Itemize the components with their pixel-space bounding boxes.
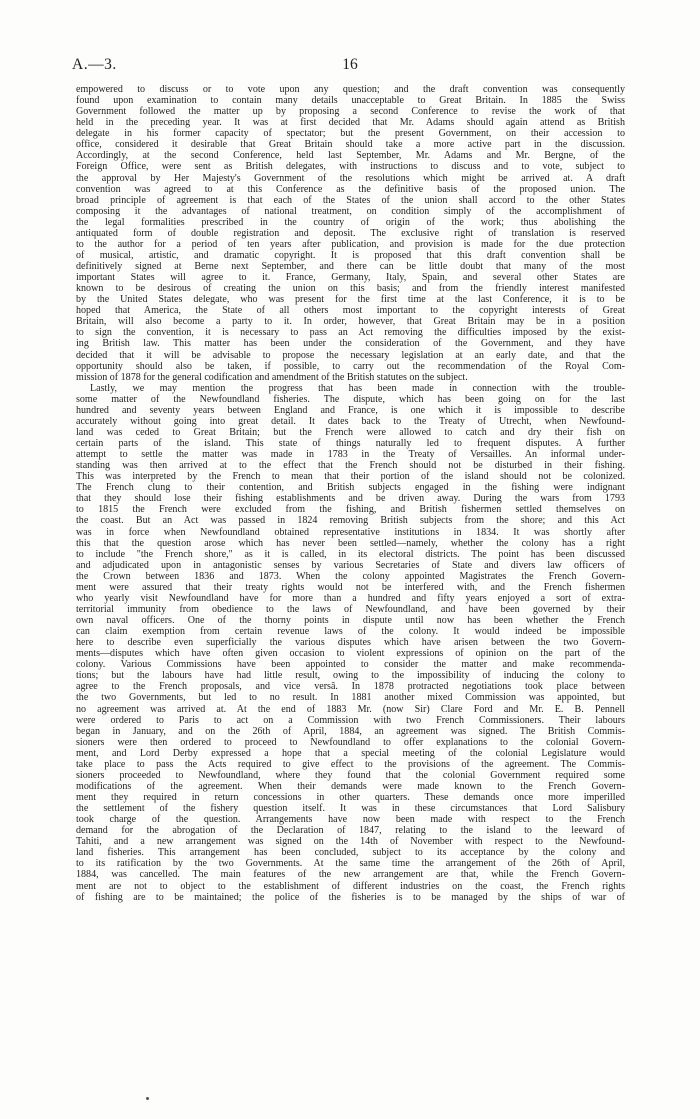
text-line: accurately without going into great detail. It dates back to the Treaty of Utrecht, when Newfound-	[76, 415, 625, 427]
text-line: The French clung to their contention, and British subjects engaged in the fishing were indignant	[76, 482, 625, 494]
text-line: that they should lose their fishing establishments and be driven away. During the wars from 1793	[76, 493, 625, 505]
paragraph-copyright	[76, 84, 625, 383]
text-line: took charge of the question. Arrangements have now been made with respect to the French	[76, 814, 625, 826]
text-line: agree to the French proposals, and vice versâ. In 1878 protracted negotiations took place between	[76, 681, 625, 693]
text-line: This was interpreted by the French to mean that their portion of the island should not be colonized.	[76, 471, 625, 483]
text-line: empowered to discuss or to vote upon any question; and the draft convention was consequently	[76, 84, 625, 95]
text-line: convention was agreed to at this Conference as the definitive basis of the proposed union. The	[76, 183, 625, 195]
text-line: can claim exemption from certain revenue laws of the colony. It would indeed be impossible	[76, 626, 625, 638]
text-line: sioners were then ordered to proceed to Newfoundland to offer explanations to the colonial Govern-	[76, 736, 625, 748]
text-line: own naval officers. One of the thorny points in dispute until now has been whether the French	[76, 615, 625, 626]
text-line: hundred and seventy years between England and France, is one which it is impossible to describe	[76, 404, 625, 416]
text-line: antiquated form of double registration and deposit. The exclusive right of translation is reserved	[76, 227, 625, 239]
text-line: the two Governments, but led to no result. In 1881 another mixed Commission was appointed, but	[76, 692, 625, 704]
text-line: decided that it will be advisable to propose the necessary legislation at an early date, and that the	[76, 349, 625, 361]
text-line: Lastly, we may mention the progress that has been made in connection with the trouble-	[90, 382, 625, 394]
text-line: office, considered it desirable that Great Britain should take a more active part in the discussion.	[76, 139, 625, 151]
document-reference: A.—3.	[72, 56, 117, 73]
text-line: no agreement was arrived at. At the end of 1883 Mr. (now Sir) Clare Ford and Mr. E. B. Pennell	[76, 703, 625, 715]
text-line: colony. Various Commissions have been appointed to consider the matter and make recommenda-	[76, 659, 625, 671]
text-line: the Crown between 1836 and 1873. When the colony appointed Magistrates the French Govern-	[76, 570, 625, 582]
text-line: definitively signed at Berne next September, and there can be little doubt that many of the most	[76, 261, 625, 272]
page-number: 16	[342, 56, 358, 73]
text-line: opportunity should also be taken, if possible, to carry out the recommendation of the Royal Com-	[76, 360, 625, 372]
text-line: the settlement of the fishery question itself. It was in these circumstances that Lord Salisbury	[76, 803, 625, 815]
text-line: Foreign Office, were sent as British delegates, with instructions to discuss and to vote, subject to	[76, 161, 625, 173]
text-line: the approval by Her Majesty's Government of the resolutions which might be arrived at. A draft	[76, 172, 625, 184]
text-line: 1884, was cancelled. The main features of the new arrangement are that, while the French Govern-	[76, 869, 625, 881]
text-line: hoped that America, the State of all others most important to the copyright interests of Great	[76, 305, 625, 317]
text-line: land was ceded to Great Britain; but the French were allowed to catch and dry their fish on	[76, 426, 625, 438]
text-line: to include "the French shore," as it is called, in its electoral districts. The point has been discussed	[76, 548, 625, 560]
text-line: the legal formalities prescribed in the country of origin of the work; thus abolishing the	[76, 216, 625, 228]
text-line: delegate in his former capacity of spectator; but the present Government, on their accession to	[76, 128, 625, 140]
text-line: and adjudicated upon in antagonistic senses by various Secretaries of State and divers law officers of	[76, 559, 625, 571]
text-line: to sign the convention, it is necessary to pass an Act removing the difficulties imposed by the exist-	[76, 327, 625, 339]
text-line: mission of 1878 for the general codification and amendment of the British statutes on the subject.	[76, 371, 468, 383]
text-line: to the author for a period of ten years after publication, and provision is made for the due protection	[76, 238, 625, 250]
text-line: standing was then arrived at to the effect that the French should not be disturbed in their fishing.	[76, 460, 625, 472]
text-line: composing it the advantages of national treatment, on condition simply of the accomplishment of	[76, 205, 625, 217]
text-line: to 1815 the French were excluded from the fishing, and British fishermen settled themselves on	[76, 504, 625, 516]
text-line: began in January, and on the 26th of April, 1884, an agreement was signed. The British Commis-	[76, 725, 625, 737]
text-line: ments—disputes which have often given occasion to violent expressions of opinion on the part of the	[76, 648, 625, 660]
text-line: Government followed the matter up by proposing a second Conference to revise the work of that	[76, 106, 625, 118]
text-line: attempt to settle the matter was made in 1783 in the Treaty of Versailles. An informal under-	[76, 449, 625, 461]
text-line: the coast. But an Act was passed in 1824 removing British subjects from the shore; and this Act	[76, 515, 625, 527]
text-line: certain parts of the island. This state of things naturally led to frequent disputes. A further	[76, 438, 625, 449]
text-line: broad principle of agreement is that each of the States of the union shall accord to the other States	[76, 194, 625, 206]
text-line: found upon examination to contain many details unacceptable to Great Britain. In 1885 the Swiss	[76, 95, 625, 107]
page-header	[72, 56, 628, 78]
text-line: known to be desirous of creating the union on this basis; and from the friendly interest manifested	[76, 283, 625, 295]
text-line: land fisheries. This arrangement has been concluded, subject to its acceptance by the colony and	[76, 847, 625, 859]
text-line: Tahiti, and a new arrangement was signed on the 14th of November with respect to the Newfound-	[76, 836, 625, 848]
margin-mark	[146, 1097, 149, 1100]
text-line: take place to pass the Acts required to give effect to the provisions of the agreement. The Commis-	[76, 758, 625, 770]
text-line: sioners proceeded to Newfoundland, where they found that the colonial Government required some	[76, 769, 625, 781]
paragraph-newfoundland-fisheries	[76, 383, 625, 903]
text-line: of musical, artistic, and dramatic copyright. It is proposed that this draft convention shall be	[76, 249, 625, 261]
text-line: by the United States delegate, who was present for the first time at the last Conference, it is to be	[76, 294, 625, 306]
text-line: demand for the abrogation of the Declaration of 1847, relating to the island to the leeward of	[76, 825, 625, 837]
text-line: Accordingly, at the second Conference, held last September, Mr. Adams and Mr. Bergne, of the	[76, 150, 625, 162]
text-line: of fishing are to be maintained; the police of the fisheries is to be managed by the ships of war of	[76, 891, 625, 903]
text-line: this that the question arose which has never been settled—namely, whether the colony has a right	[76, 537, 625, 549]
body-text	[76, 84, 625, 903]
text-line: ment were assured that their treaty rights would not be interfered with, and the French fishermen	[76, 581, 625, 593]
text-line: ment they required in return concessions in other quarters. These demands once more imperilled	[76, 792, 625, 803]
text-line: were ordered to Paris to act on a Commission with two French Commissioners. Their labours	[76, 714, 625, 726]
text-line: to its ratification by the two Governments. At the same time the arrangement of the 26th of April,	[76, 858, 625, 870]
text-line: who yearly visit Newfoundland have for more than a hundred and fifty years enjoyed a sort of extra-	[76, 592, 625, 604]
text-line: some matter of the Newfoundland fisheries. The dispute, which has been going on for the last	[76, 393, 625, 405]
text-line: modifications of the agreement. When their demands were made known to the French Govern-	[76, 780, 625, 792]
text-line: was in force when Newfoundland obtained representative institutions in 1834. It was shortly after	[76, 526, 625, 538]
text-line: held in the preceding year. It was at first decided that Mr. Adams should again attend as British	[76, 117, 625, 129]
text-line: ing British law. This matter has been under the consideration of the Government, and they have	[76, 338, 625, 350]
text-line: here to describe even superficially the various disputes which have arisen between the two Govern-	[76, 637, 625, 649]
text-line: important States will agree to it. France, Germany, Italy, Spain, and several other States are	[76, 272, 625, 284]
text-line: ment, and Lord Derby expressed a hope that a special meeting of the colonial Legislature would	[76, 747, 625, 759]
text-line: ment are not to object to the establishment of different industries on the coast, the French rights	[76, 880, 625, 892]
text-line: territorial immunity from obedience to the laws of Newfoundland, and have been governed by their	[76, 603, 625, 615]
text-line: Britain, will also become a party to it. In order, however, that Great Britain may be in a position	[76, 316, 625, 328]
text-line: tions; but the labours have had little result, owing to the impossibility of inducing the colony to	[76, 670, 625, 682]
